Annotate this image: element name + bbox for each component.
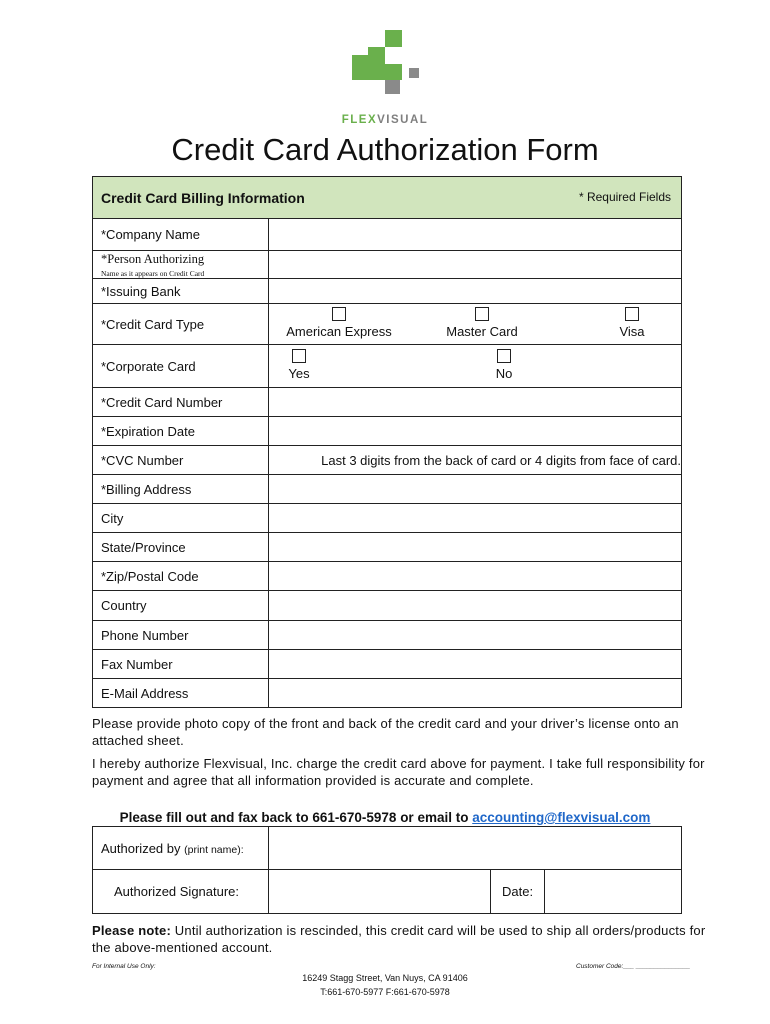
card-number-field[interactable]: [269, 388, 682, 417]
company-name-field[interactable]: [269, 219, 682, 251]
option-label: Master Card: [446, 324, 518, 339]
section-header: [93, 177, 682, 219]
billing-info-table: [92, 176, 682, 708]
corporate-card-options: [269, 345, 682, 388]
option-label: Visa: [619, 324, 645, 339]
person-authorizing-label: *Person Authorizing: [101, 252, 205, 266]
option-label: American Express: [286, 324, 392, 339]
option-yes[interactable]: [283, 349, 315, 381]
email-field[interactable]: [269, 679, 682, 708]
email-label: E-Mail Address: [93, 679, 269, 708]
fax-instructions-text: Please fill out and fax back to 661-670-5978 or email to: [119, 810, 473, 825]
customer-code-label: Customer Code:___ _______________: [576, 963, 691, 970]
card-type-label: *Credit Card Type: [93, 304, 269, 345]
checkbox[interactable]: [292, 349, 306, 363]
signature-label: Authorized Signature:: [93, 870, 269, 914]
photocopy-instructions: Please provide photo copy of the front and back of the credit card and your driver’s license onto an attached sheet.: [92, 716, 679, 748]
brand-name: [0, 114, 770, 126]
brand-part-visual: VISUAL: [377, 114, 429, 126]
required-fields-note: * Required Fields: [578, 189, 671, 204]
option-label: Yes: [288, 366, 310, 381]
issuing-bank-label: *Issuing Bank: [93, 279, 269, 304]
cvc-field[interactable]: [269, 446, 682, 475]
company-phone-fax: T:661-670-5977 F:661-670-5978: [320, 987, 450, 997]
company-name-label: *Company Name: [93, 219, 269, 251]
person-authorizing-sublabel: Name as it appears on Credit Card: [101, 269, 205, 278]
option-visa[interactable]: [607, 307, 657, 339]
section-header-title: Credit Card Billing Information: [101, 189, 305, 206]
logo-square: [352, 55, 385, 80]
signature-field[interactable]: [269, 870, 491, 914]
logo-square: [409, 68, 419, 78]
print-name-text: (print name):: [184, 843, 244, 856]
authorization-note: [92, 922, 712, 956]
brand-part-flex: FLEX: [341, 114, 378, 126]
card-type-options: [269, 304, 682, 345]
cvc-note: Last 3 digits from the back of card or 4 digits from face of card.: [321, 452, 681, 468]
fax-instructions: [0, 810, 770, 825]
corporate-card-label: *Corporate Card: [93, 345, 269, 388]
issuing-bank-field[interactable]: [269, 279, 682, 304]
page-title: Credit Card Authorization Form: [171, 132, 599, 167]
fax-field[interactable]: [269, 650, 682, 679]
country-label: Country: [93, 591, 269, 621]
logo-square: [385, 30, 402, 47]
person-authorizing-cell: [93, 251, 269, 279]
authorization-table: [92, 826, 682, 914]
cvc-label: *CVC Number: [93, 446, 269, 475]
card-number-label: *Credit Card Number: [93, 388, 269, 417]
checkbox[interactable]: [332, 307, 346, 321]
option-american-express[interactable]: [283, 307, 395, 339]
option-master-card[interactable]: [437, 307, 527, 339]
state-label: State/Province: [93, 533, 269, 562]
zip-field[interactable]: [269, 562, 682, 591]
expiration-date-field[interactable]: [269, 417, 682, 446]
authorized-by-text: Authorized by: [101, 840, 181, 856]
option-no[interactable]: [489, 349, 519, 381]
checkbox[interactable]: [625, 307, 639, 321]
state-field[interactable]: [269, 533, 682, 562]
authorized-by-label: [93, 827, 269, 870]
date-label: Date:: [491, 870, 545, 914]
authorization-statement: I hereby authorize Flexvisual, Inc. charge the credit card above for payment. I take full responsibility for payment and agree that all information provided is accurate and complete.: [92, 756, 705, 788]
date-field[interactable]: [545, 870, 682, 914]
email-link[interactable]: accounting@flexvisual.com: [472, 810, 651, 825]
phone-field[interactable]: [269, 621, 682, 650]
billing-address-field[interactable]: [269, 475, 682, 504]
phone-label: Phone Number: [93, 621, 269, 650]
fax-label: Fax Number: [93, 650, 269, 679]
person-authorizing-field[interactable]: [269, 251, 682, 279]
city-label: City: [93, 504, 269, 533]
zip-label: *Zip/Postal Code: [93, 562, 269, 591]
expiration-date-label: *Expiration Date: [93, 417, 269, 446]
checkbox[interactable]: [497, 349, 511, 363]
option-label: No: [495, 366, 513, 381]
logo-square: [385, 80, 400, 94]
note-label: Please note:: [92, 923, 171, 938]
company-address: 16249 Stagg Street, Van Nuys, CA 91406: [302, 973, 468, 983]
country-field[interactable]: [269, 591, 682, 621]
checkbox[interactable]: [475, 307, 489, 321]
note-text: Until authorization is rescinded, this credit card will be used to ship all orders/products for the above-mentioned account.: [92, 923, 706, 955]
internal-use-label: For Internal Use Only:: [92, 963, 156, 970]
billing-address-label: *Billing Address: [93, 475, 269, 504]
flexvisual-logo: [352, 30, 422, 110]
logo-square: [385, 64, 402, 80]
city-field[interactable]: [269, 504, 682, 533]
authorized-by-field[interactable]: [269, 827, 682, 870]
